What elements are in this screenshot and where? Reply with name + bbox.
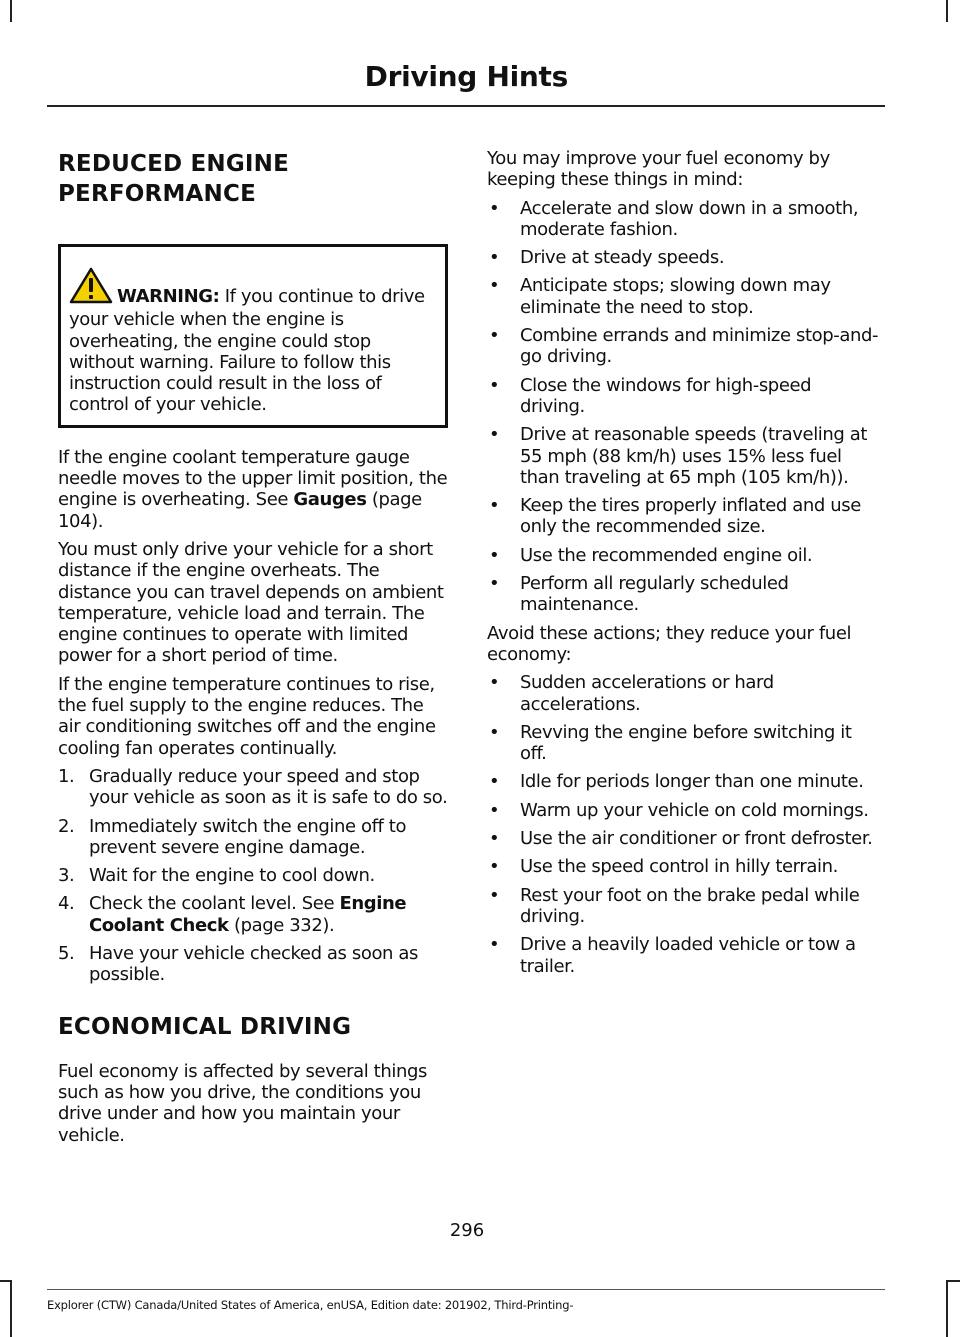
heading-line-2: PERFORMANCE [58,181,256,207]
list-item: • Accelerate and slow down in a smooth, moderate fashion. [489,197,859,240]
footer-rule [47,1289,885,1290]
improve-list [487,198,880,616]
crop-mark-top-left-v [10,0,12,22]
warning-box [58,244,448,428]
footer-edition-text: Explorer (CTW) Canada/United States of America, enUSA, Edition date: 201902, Third-Printing- [47,1298,574,1312]
temperature-rise-paragraph: If the engine temperature continues to rise, the fuel supply to the engine reduces. The air conditioning switches off and the engine cooling fan operates continually. [58,673,436,759]
list-item: • Use the recommended engine oil. [489,544,813,566]
left-column [58,120,448,1153]
page-header-title: Driving Hints [364,60,568,93]
avoid-intro: Avoid these actions; they reduce your fuel economy: [487,622,852,665]
list-item: 3. Wait for the engine to cool down. [58,865,375,887]
fuel-economy-paragraph: Fuel economy is affected by several things such as how you drive, the conditions you drive under and how you maintain your vehicle. [58,1060,427,1146]
section-heading-economical-driving: ECONOMICAL DRIVING [58,1013,352,1040]
list-item: • Keep the tires properly inflated and use only the recommended size. [489,495,861,538]
warning-triangle-icon [69,267,113,309]
engine-coolant-check-reference-link[interactable]: Engine Coolant Check [89,893,407,936]
list-item: 5. Have your vehicle checked as soon as possible. [58,943,418,986]
avoid-list [487,672,880,977]
section-heading-reduced-engine-performance [58,149,448,209]
list-item: • Sudden accelerations or hard accelerations. [489,672,774,715]
crop-mark-bottom-right-v [946,1280,948,1337]
list-item: • Drive at steady speeds. [489,247,725,269]
improve-intro: You may improve your fuel economy by keeping these things in mind: [487,148,830,191]
heading-line-1: REDUCED ENGINE [58,151,290,177]
crop-mark-bottom-left-h [0,1280,12,1282]
page-number: 296 [449,1220,485,1241]
list-item: • Drive at reasonable speeds (traveling at 55 mph (88 km/h) uses 15% less fuel than traveling at 65 mph (105 km/h)). [489,424,868,488]
crop-mark-bottom-left-v [10,1280,12,1337]
list-item: 4. Check the coolant level. See Engine Coolant Check (page 332). [58,893,407,936]
crop-mark-top-right-v [946,0,948,22]
right-column [487,148,880,984]
crop-mark-bottom-right-h [946,1280,960,1282]
short-distance-paragraph: You must only drive your vehicle for a short distance if the engine overheats. The distance you can travel depends on ambient temperature, vehicle load and terrain. The engine continues to operate with limited power for a short period of time. [58,538,444,667]
list-item: • Revving the engine before switching it off. [489,721,852,765]
warning-label: WARNING: [117,286,220,307]
list-item: • Drive a heavily loaded vehicle or tow a trailer. [489,934,856,977]
gauges-reference-link[interactable]: Gauges [293,489,367,511]
header-rule [47,105,885,107]
list-item: • Perform all regularly scheduled maintenance. [489,573,789,616]
warning-body: If you continue to drive your vehicle when the engine is overheating, the engine could stop without warning. Failure to follow this instruction could result in the loss of control of your vehicle. [69,286,425,416]
list-item: • Use the air conditioner or front defroster. [489,828,873,850]
list-item: • Rest your foot on the brake pedal while driving. [489,884,860,927]
list-item: • Combine errands and minimize stop-and-go driving. [489,325,879,368]
list-item: • Anticipate stops; slowing down may eliminate the need to stop. [489,275,831,318]
list-item: • Close the windows for high-speed driving. [489,374,812,417]
list-item: • Use the speed control in hilly terrain. [489,856,838,878]
list-item: • Idle for periods longer than one minute. [489,771,864,793]
list-item: • Warm up your vehicle on cold mornings. [489,799,869,821]
overheat-paragraph: If the engine coolant temperature gauge needle moves to the upper limit position, the engine is overheating. See Gauges (page 104). [58,446,448,532]
list-item: 2. Immediately switch the engine off to prevent severe engine damage. [58,815,407,858]
warning-text [69,267,437,416]
list-item: 1. Gradually reduce your speed and stop your vehicle as soon as it is safe to do so. [58,765,448,809]
overheat-steps-list [58,766,448,986]
